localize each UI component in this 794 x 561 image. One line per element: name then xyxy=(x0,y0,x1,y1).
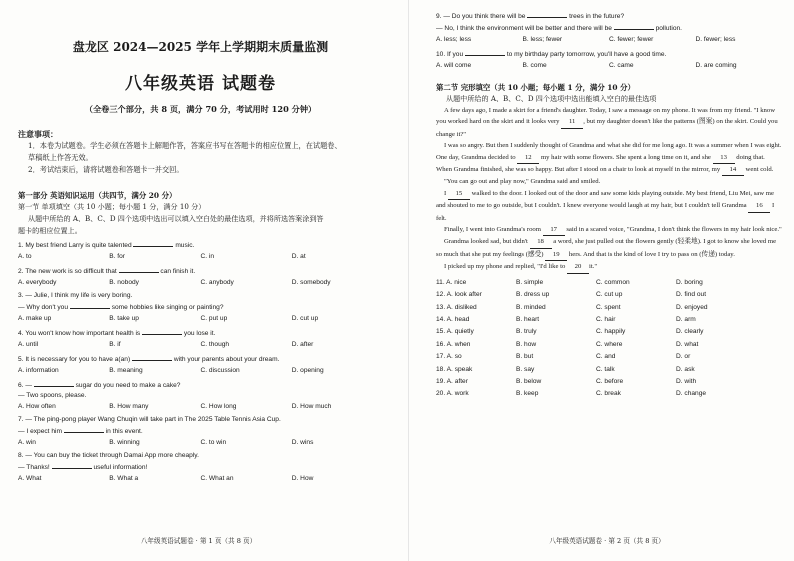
question-4: 4. You won't know how important health is you lose it. xyxy=(18,327,383,339)
cloze-blank-16: 16 xyxy=(748,200,770,212)
cloze-blank-13: 13 xyxy=(713,152,735,164)
options-5: A. information B. meaning C. discussion D. opening xyxy=(18,367,324,374)
passage-paragraph: I was so angry. But then I suddenly thought of Grandma and what she did for me long ago. It was a summer when I was eight. One day, Grandma decided to 12 my hair with some flowers. She spent a long time on it, and she 13 doing that. When Grandma finished, she was so happy. But after I stood on a chair to look at myself in the mirror, my 14 went cold. xyxy=(436,140,782,176)
cloze-blank-17: 17 xyxy=(543,224,565,236)
question-8: 8. — You can buy the ticket through Damai App more cheaply. xyxy=(18,452,199,459)
cloze-option-row: 20. A. work B. keep C. break D. change xyxy=(436,390,707,398)
answer-blank xyxy=(614,22,654,30)
cloze-option-row: 17. A. so B. but C. and D. or xyxy=(436,353,691,361)
question-3: 3. — Julie, I think my life is very boring. xyxy=(18,292,133,299)
question-5: 5. It is necessary for you to have a(an) with your parents about your dream. xyxy=(18,353,383,365)
question-8-reply: — Thanks! useful information! xyxy=(18,461,383,473)
answer-blank xyxy=(465,48,505,56)
answer-blank xyxy=(119,265,159,273)
section1-instruction: 从题中所给的 A、B、C、D 四个选项中选出可以填入空白处的最佳选项，并将所选答案涂到答 xyxy=(28,214,324,223)
passage-paragraph: I picked up my phone and replied, "I'd like to 20 it." xyxy=(436,261,782,273)
question-6: 6. — sugar do you need to make a cake? xyxy=(18,379,383,391)
question-1: 1. My best friend Larry is quite talented music. xyxy=(18,239,383,251)
page-divider xyxy=(408,0,409,561)
exam-region-title: 盘龙区 2024—2025 学年上学期期末质量监测 xyxy=(72,40,329,54)
cloze-option-row: 13. A. disliked B. minded C. spent D. enjoyed xyxy=(436,303,708,311)
question-7: 7. — The ping-pong player Wang Chuqin will take part in The 2025 Table Tennis Asia Cup. xyxy=(18,416,281,423)
cloze-option-row: 14. A. head B. heart C. hair D. arm xyxy=(436,315,696,323)
options-6: A. How often B. How many C. How long D. How much xyxy=(18,403,332,410)
cloze-option-row: 18. A. speak B. say C. talk D. ask xyxy=(436,365,695,373)
question-10: 10. If you to my birthday party tomorrow, you'll have a good time. xyxy=(436,48,782,60)
passage-paragraph: I 15 walked to the door. I looked out of the door and saw some kids playing outside. My best friend, Liu Mei, saw me and shouted to me to go outside, but I couldn't. I knew everyone would laugh at my hair, but I couldn't tell Grandma 16 I felt. xyxy=(436,189,775,222)
question-7-reply: — I expect him in this event. xyxy=(18,425,383,437)
question-2: 2. The new work is so difficult that can finish it. xyxy=(18,265,383,277)
section1-instruction-cont: 题卡的相应位置上。 xyxy=(18,226,82,235)
options-2: A. everybody B. nobody C. anybody D. somebody xyxy=(18,279,331,286)
answer-blank xyxy=(142,327,182,335)
cloze-blank-18: 18 xyxy=(530,236,552,248)
section2-title: 第二节 完形填空（共 10 小题；每小题 1 分，满分 10 分） xyxy=(436,83,635,92)
notice-title: 注意事项： xyxy=(18,129,58,139)
options-1: A. to B. for C. in D. at xyxy=(18,253,306,260)
cloze-blank-14: 14 xyxy=(722,164,744,176)
cloze-blank-20: 20 xyxy=(567,261,589,273)
question-3-reply: — Why don't you some hobbies like singing or painting? xyxy=(18,301,383,313)
answer-blank xyxy=(34,379,74,387)
cloze-blank-19: 19 xyxy=(545,249,567,261)
answer-blank xyxy=(133,239,173,247)
passage-paragraph: Finally, I went into Grandma's room 17 said in a scared voice, "Grandma, I don't think the flowers in my hair look nice." xyxy=(436,224,782,236)
options-7: A. win B. winning C. to win D. wins xyxy=(18,439,314,446)
cloze-option-row: 12. A. look after B. dress up C. cut up D. find out xyxy=(436,291,707,299)
options-3: A. make up B. take up C. put up D. cut up xyxy=(18,315,319,322)
cloze-blank-12: 12 xyxy=(517,152,539,164)
page-2 xyxy=(420,0,794,561)
cloze-option-row: 11. A. nice B. simple C. common D. boring xyxy=(436,278,703,286)
answer-blank xyxy=(52,461,92,469)
cloze-option-row: 15. A. quietly B. truly C. happily D. clearly xyxy=(436,328,704,336)
options-4: A. until B. if C. though D. after xyxy=(18,341,314,348)
page-footer: 八年级英语试题卷 · 第 2 页（共 8 页） xyxy=(549,537,665,545)
question-9: 9. — Do you think there will be trees in the future? xyxy=(436,10,782,22)
exam-info: （全卷三个部分，共 8 页，满分 70 分，考试用时 120 分钟） xyxy=(84,104,317,114)
exam-title: 八年级英语 试题卷 xyxy=(125,74,276,94)
section1-title: 第一节 单项填空（共 10 小题；每小题 1 分，满分 10 分） xyxy=(18,202,206,211)
answer-blank xyxy=(527,10,567,18)
notice-item: 2．考试结束后，请将试题卷和答题卡一并交回。 xyxy=(28,165,184,174)
cloze-options xyxy=(436,277,782,401)
options-8: A. What B. What a C. What an D. How xyxy=(18,475,314,482)
passage-paragraph: A few days ago, I made a skirt for a friend's daughter. Today, I saw a message on my phone. It was from my friend. "I know you worked hard on the skirt and it looks very 11 , but my daughter doesn't like the patterns (图案) on the skirt. Could you change it?" xyxy=(436,107,778,138)
notice-item: 草稿纸上作答无效。 xyxy=(28,153,93,162)
question-9-reply: — No, I think the environment will be better and there will be pollution. xyxy=(436,22,782,34)
cloze-blank-11: 11 xyxy=(561,116,583,128)
answer-blank xyxy=(132,353,172,361)
answer-blank xyxy=(64,425,104,433)
passage-paragraph: Grandma looked sad, but didn't 18 a word, she just pulled out the flowers gently (轻柔地). I got to know she loved me so much that she put my feelings (感受) 19 hers. And that is the kind of love I try to pass on (传递) today. xyxy=(436,236,782,261)
part1-title: 第一部分 英语知识运用（共四节，满分 20 分） xyxy=(18,191,177,200)
cloze-blank-15: 15 xyxy=(448,188,470,200)
cloze-option-row: 19. A. after B. below C. before D. with xyxy=(436,377,697,385)
notice-item: 1．本卷为试题卷。学生必须在答题卡上解题作答，答案应书写在答题卡的相应位置上，在试题卷、 xyxy=(28,141,342,150)
passage-paragraph: "You can go out and play now," Grandma said and smiled. xyxy=(444,178,601,186)
section2-instruction: 从题中所给的 A、B、C、D 四个选项中选出能填入空白的最佳选项 xyxy=(446,94,657,103)
options-9: A. less; less B. less; fewer C. fewer; fewer D. fewer; less xyxy=(436,36,736,43)
page-footer: 八年级英语试题卷 · 第 1 页（共 8 页） xyxy=(140,537,257,545)
options-10: A. will come B. come C. came D. are coming xyxy=(436,62,737,69)
answer-blank xyxy=(70,301,110,309)
question-6-reply: — Two spoons, please. xyxy=(18,392,87,399)
cloze-option-row: 16. A. when B. how C. where D. what xyxy=(436,340,699,348)
